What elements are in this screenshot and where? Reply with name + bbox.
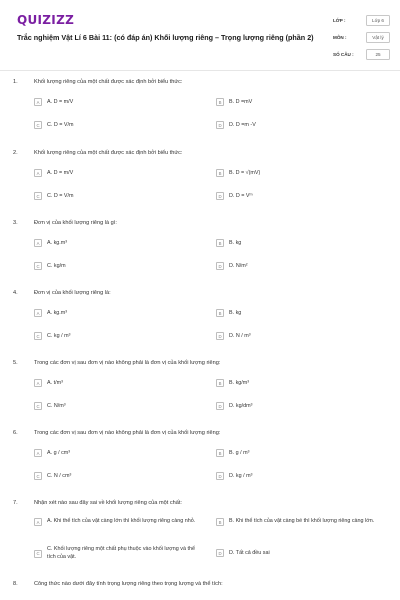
option-b[interactable] xyxy=(216,379,249,387)
question-text: Trong các đơn vị sau đơn vị nào không phải là đơn vị của khối lượng riêng: xyxy=(34,360,221,366)
option-a-text: A. kg.m³ xyxy=(47,240,68,246)
option-b-box: B xyxy=(216,379,224,387)
option-b-text: B. kg xyxy=(229,310,242,316)
option-d-box: D xyxy=(216,402,224,410)
option-c[interactable] xyxy=(34,402,66,410)
option-c[interactable] xyxy=(34,192,74,200)
option-b-text: B. g / m³ xyxy=(229,450,250,456)
option-a[interactable] xyxy=(34,309,67,317)
option-b[interactable] xyxy=(216,239,241,247)
question-number: 7. xyxy=(13,500,18,506)
option-d-box: D xyxy=(216,472,224,480)
option-a-box: A xyxy=(34,169,42,177)
page-title: Trắc nghiệm Vật Lí 6 Bài 11: (có đáp án) Khối lượng riêng – Trọng lượng riêng (phần 2) xyxy=(17,33,314,42)
question-number: 2. xyxy=(13,150,18,156)
option-c[interactable] xyxy=(34,121,74,129)
option-c-box: C xyxy=(34,262,42,270)
option-a[interactable] xyxy=(34,169,73,177)
option-d-text: D. Tất cả đều sai xyxy=(229,550,270,556)
option-c[interactable] xyxy=(34,262,66,270)
option-b[interactable] xyxy=(216,449,249,457)
meta-grade xyxy=(333,13,390,27)
option-c-box: C xyxy=(34,332,42,340)
option-d[interactable] xyxy=(216,549,270,557)
option-b[interactable] xyxy=(216,309,241,317)
question-number: 6. xyxy=(13,430,18,436)
option-b-box: B xyxy=(216,449,224,457)
question-text: Trong các đơn vị sau đơn vị nào không phải là đơn vị của khối lượng riêng: xyxy=(34,430,221,436)
meta-subject xyxy=(333,30,390,44)
page-header xyxy=(0,0,400,70)
question-text: Công thức nào dưới đây tính trọng lượng riêng theo trọng lượng và thể tích: xyxy=(34,581,223,587)
option-c-box: C xyxy=(34,121,42,129)
question-text: Khối lượng riêng của một chất được xác định bởi biểu thức: xyxy=(34,150,183,156)
option-d-box: D xyxy=(216,549,224,557)
option-d[interactable] xyxy=(216,121,256,129)
option-a-text: A. kg.m³ xyxy=(47,310,68,316)
option-b[interactable] xyxy=(216,169,260,177)
option-c-text: C. D = V/m xyxy=(47,122,74,128)
option-c-text: C. N / cm³ xyxy=(47,473,72,479)
option-d-box: D xyxy=(216,192,224,200)
option-b-box: B xyxy=(216,518,224,526)
option-a[interactable] xyxy=(34,379,63,387)
option-d-box: D xyxy=(216,332,224,340)
meta-count-label: SỐ CÂU : xyxy=(333,51,354,57)
question-number: 1. xyxy=(13,79,18,85)
option-d-text: D. N / m³ xyxy=(229,333,251,339)
option-a-box: A xyxy=(34,449,42,457)
meta-grade-value: Lớp 6 xyxy=(366,15,390,26)
option-a[interactable] xyxy=(34,449,70,457)
option-a-text: A. D = m/V xyxy=(47,99,74,105)
question-number: 8. xyxy=(13,581,18,587)
option-d-text: D. D = Vᵐ xyxy=(229,193,253,199)
option-a-box: A xyxy=(34,98,42,106)
option-d[interactable] xyxy=(216,332,251,340)
option-a-box: A xyxy=(34,379,42,387)
option-c-box: C xyxy=(34,550,42,558)
question-text: Khối lượng riêng của một chất được xác định bởi biểu thức: xyxy=(34,79,183,85)
question-text: Đơn vị của khối lượng riêng là gì: xyxy=(34,220,117,226)
option-b-box: B xyxy=(216,169,224,177)
option-b[interactable] xyxy=(216,518,379,526)
option-b-text: B. kg/m³ xyxy=(229,380,250,386)
option-c-box: C xyxy=(34,472,42,480)
option-d-box: D xyxy=(216,262,224,270)
option-a-box: A xyxy=(34,518,42,526)
option-a[interactable] xyxy=(34,239,67,247)
option-d-text: D. kg/dm³ xyxy=(229,403,253,409)
option-c-box: C xyxy=(34,402,42,410)
option-b-box: B xyxy=(216,98,224,106)
option-b-text: B. kg xyxy=(229,240,242,246)
option-a-text: A. Khi thể tích của vật càng lớn thì khối lượng riêng càng nhỏ. xyxy=(47,518,196,525)
option-b-box: B xyxy=(216,309,224,317)
option-d-text: D. D =m -V xyxy=(229,122,256,128)
meta-subject-label: MÔN : xyxy=(333,34,347,40)
option-c-text: C. D = V/m xyxy=(47,193,74,199)
option-a-box: A xyxy=(34,309,42,317)
question-number: 3. xyxy=(13,220,18,226)
option-d-box: D xyxy=(216,121,224,129)
meta-subject-value: Vật lý xyxy=(366,32,390,43)
meta-count-value: 25 xyxy=(366,49,390,60)
option-b-text: B. D = √(mV) xyxy=(229,170,261,176)
option-d[interactable] xyxy=(216,402,252,410)
quiz-meta xyxy=(333,13,390,64)
option-c-text: C. Khối lượng riêng một chất phụ thuộc vào khối lượng và thể tích của vật. xyxy=(47,546,195,560)
option-a[interactable] xyxy=(34,518,197,526)
meta-grade-label: LỚP : xyxy=(333,17,346,23)
option-d[interactable] xyxy=(216,192,253,200)
question-text: Đơn vị của khối lượng riêng là: xyxy=(34,290,111,296)
option-c[interactable] xyxy=(34,546,197,561)
option-c[interactable] xyxy=(34,472,71,480)
option-d-text: D. N/m² xyxy=(229,263,248,269)
header-divider xyxy=(0,70,400,71)
meta-count xyxy=(333,47,390,61)
option-a-text: A. g / cm³ xyxy=(47,450,71,456)
option-b-text: B. D =mV xyxy=(229,99,253,105)
option-c-box: C xyxy=(34,192,42,200)
question-number: 5. xyxy=(13,360,18,366)
option-b-box: B xyxy=(216,239,224,247)
option-d[interactable] xyxy=(216,262,248,270)
question-text: Nhận xét nào sau đây sai về khối lượng riêng của một chất: xyxy=(34,500,182,506)
option-c-text: C. kg/m xyxy=(47,263,66,269)
quizizz-logo: QUIZIZZ xyxy=(17,13,75,27)
option-a[interactable] xyxy=(34,98,73,106)
option-c[interactable] xyxy=(34,332,70,340)
option-d-text: D. kg / m³ xyxy=(229,473,253,479)
option-b-text: B. Khi thể tích của vật càng bé thì khối lượng riêng càng lớn. xyxy=(229,518,375,525)
option-a-text: A. D = m/V xyxy=(47,170,74,176)
option-a-text: A. t/m³ xyxy=(47,380,63,386)
option-d[interactable] xyxy=(216,472,252,480)
option-b[interactable] xyxy=(216,98,252,106)
option-a-box: A xyxy=(34,239,42,247)
question-number: 4. xyxy=(13,290,18,296)
option-c-text: C. kg / m³ xyxy=(47,333,71,339)
option-c-text: C. N/m³ xyxy=(47,403,66,409)
